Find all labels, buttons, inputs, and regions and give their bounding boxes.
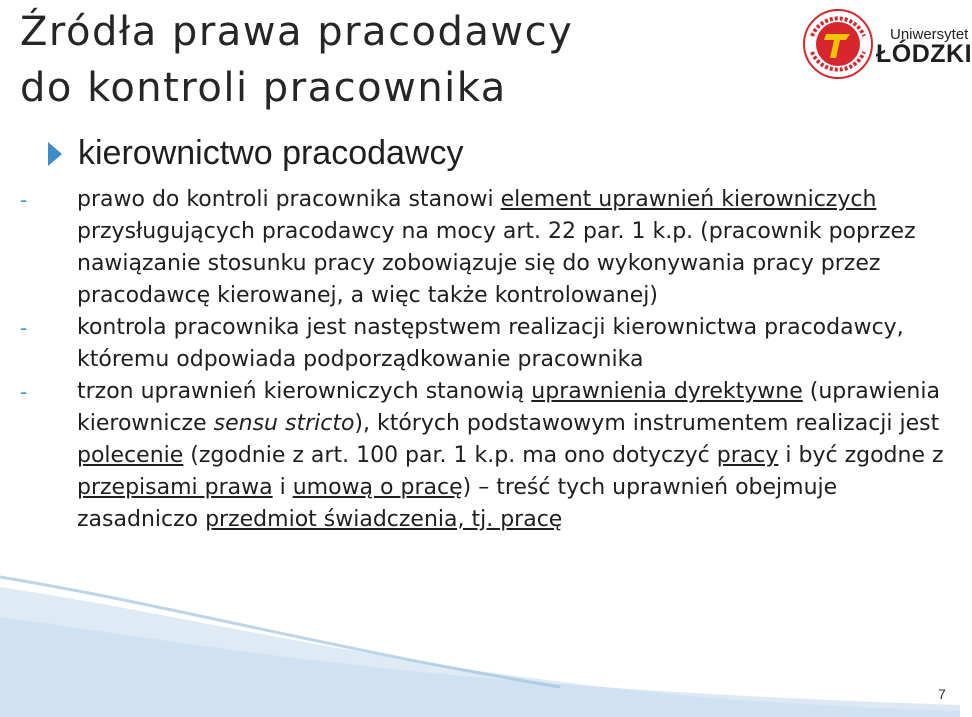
university-name: ŁÓDZKI	[876, 40, 972, 68]
dash-bullet: -	[20, 188, 28, 212]
section-heading: kierownictwo pracodawcy	[78, 134, 464, 172]
decorative-wave	[0, 577, 960, 717]
triangle-bullet-icon	[48, 142, 62, 166]
underlined-term: uprawnienia dyrektywne	[531, 379, 803, 404]
dash-bullet: -	[20, 316, 28, 340]
university-word: Uniwersytet	[890, 26, 969, 43]
list-item: - prawo do kontroli pracownika stanowi element uprawnień kierowniczych przysługujących pracodawcy na mocy art. 22 par. 1 k.p. (pracownik poprzez nawiązanie stosunku pracy zobowiązuje się do wykonywania pracy przez pracodawcę kierowanej, a więc także kontrolowanej)	[77, 184, 957, 312]
dash-bullet: -	[20, 380, 28, 404]
underlined-term: przedmiot świadczenia, tj. pracę	[205, 507, 563, 532]
slide-title	[20, 4, 573, 116]
title-line-2: do kontroli pracownika	[20, 65, 507, 111]
page-number: 7	[938, 686, 946, 702]
underlined-term: przepisami prawa	[77, 475, 273, 500]
content-list	[20, 184, 957, 536]
list-item: - trzon uprawnień kierowniczych stanowią uprawnienia dyrektywne (uprawienia kierownicze sensu stricto), których podstawowym instrumentem realizacji jest polecenie (zgodnie z art. 100 par. 1 k.p. ma ono dotyczyć pracy i być zgodne z przepisami prawa i umową o pracę) – treść tych uprawnień obejmuje zasadniczo przedmiot świadczenia, tj. pracę	[77, 376, 957, 536]
underlined-term: pracy	[716, 443, 779, 468]
heading-bullet	[48, 134, 464, 173]
italic-term: sensu stricto	[213, 411, 355, 436]
underlined-term: polecenie	[77, 443, 184, 468]
underlined-term: element uprawnień kierowniczych	[500, 187, 877, 212]
underlined-term: umową o pracę	[292, 475, 463, 500]
list-item: - kontrola pracownika jest następstwem realizacji kierownictwa pracodawcy, któremu odpowiada podporządkowanie pracownika	[77, 312, 957, 376]
title-line-1: Źródła prawa pracodawcy	[20, 9, 574, 55]
